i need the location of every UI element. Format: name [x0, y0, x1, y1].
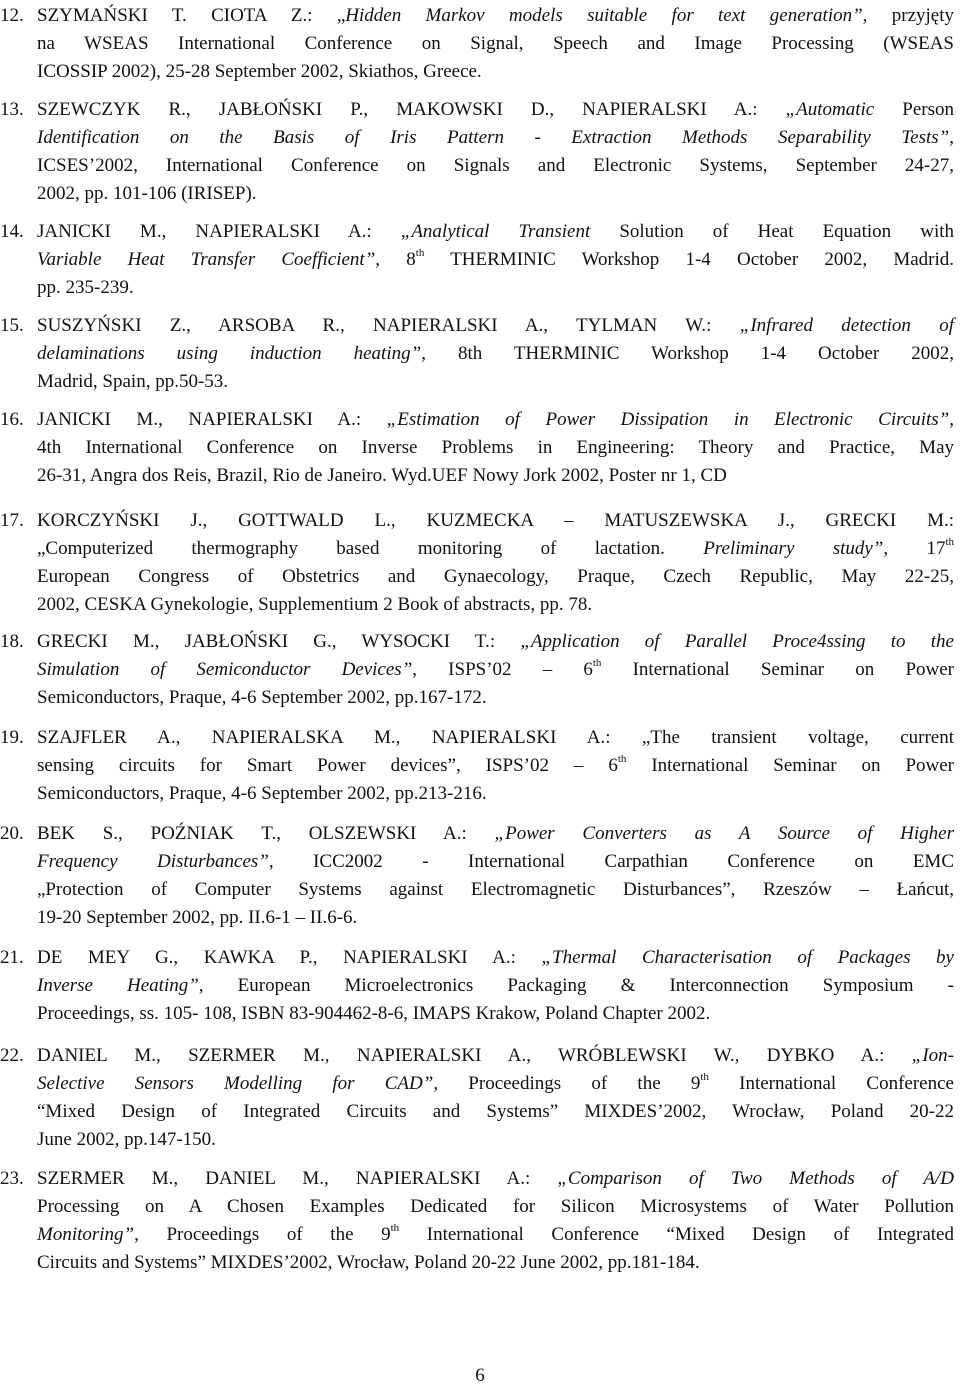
reference-line	[37, 246, 954, 274]
reference-text: 2002, pp. 101-106 (IRISEP).	[37, 183, 257, 204]
reference-line	[0, 820, 954, 848]
reference-text: , European Microelectronics Packaging & Interconnection Symposium -	[198, 975, 954, 996]
reference-line	[37, 563, 954, 591]
reference-text: ICSES’2002, International Conference on Signals and Electronic Systems, September 24-27,	[37, 155, 954, 176]
reference-line	[37, 58, 954, 86]
reference-text: 19-20 September 2002, pp. II.6-1 – II.6-6.	[37, 907, 358, 928]
italic-title-text: „Comparison of Two Methods of A/D	[557, 1168, 954, 1189]
reference-number: 14.	[0, 221, 24, 242]
reference-line	[37, 1098, 954, 1126]
reference-number: 20.	[0, 823, 24, 844]
superscript-ordinal: th	[592, 656, 602, 669]
reference-text: na WSEAS International Conference on Signal, Speech and Image Processing (WSEAS	[37, 33, 954, 54]
reference-number: 23.	[0, 1168, 24, 1189]
reference-number: 15.	[0, 315, 24, 336]
reference-text: ,	[949, 127, 954, 148]
superscript-ordinal: th	[617, 752, 627, 765]
reference-line	[0, 724, 954, 752]
reference-line	[37, 462, 954, 490]
reference-text: DANIEL M., SZERMER M., NAPIERALSKI A., WRÓBLEWSKI W., DYBKO A.:	[37, 1045, 912, 1066]
reference-line	[37, 180, 954, 208]
reference-number: 21.	[0, 947, 24, 968]
reference-line	[0, 507, 954, 535]
reference-text: GRECKI M., JABŁOŃSKI G., WYSOCKI T.:	[37, 631, 521, 652]
reference-line	[37, 1126, 954, 1154]
reference-number: 22.	[0, 1045, 24, 1066]
italic-title-text: „Ion-	[911, 1045, 954, 1066]
reference-line	[37, 752, 954, 780]
italic-title-text: delaminations using induction heating”	[37, 343, 422, 364]
reference-text: 4th International Conference on Inverse Problems in Engineering: Theory and Practice, May	[37, 437, 954, 458]
page-number: 6	[475, 1365, 485, 1386]
reference-text: , ICC2002 - International Carpathian Conference on EMC	[268, 851, 954, 872]
italic-title-text: Variable Heat Transfer Coefficient”	[37, 249, 376, 270]
reference-line	[0, 1042, 954, 1070]
reference-text: Solution of Heat Equation with	[590, 221, 954, 242]
reference-text: International Conference	[708, 1073, 954, 1094]
reference-text: European Congress of Obstetrics and Gynaecology, Praque, Czech Republic, May 22-25,	[37, 566, 954, 587]
reference-line	[37, 848, 954, 876]
reference-text: Proceedings, ss. 105- 108, ISBN 83-904462-8-6, IMAPS Krakow, Poland Chapter 2002.	[37, 1003, 711, 1024]
superscript-ordinal: th	[390, 1221, 400, 1234]
reference-text: SZEWCZYK R., JABŁOŃSKI P., MAKOWSKI D., NAPIERALSKI A.:	[37, 99, 786, 120]
italic-title-text: Monitoring”	[37, 1224, 135, 1245]
reference-text: Processing on A Chosen Examples Dedicated for Silicon Microsystems of Water Pollution	[37, 1196, 954, 1217]
italic-title-text: Identification on the Basis of Iris Pattern - Extraction Methods Separability Tests”	[37, 127, 950, 148]
italic-title-text: Simulation of Semiconductor Devices”	[37, 659, 413, 680]
italic-title-text: „Estimation of Power Dissipation in Electronic Circuits”	[386, 409, 950, 430]
reference-line	[0, 2, 954, 30]
italic-title-text: „Infrared detection of	[739, 315, 955, 336]
italic-title-text: „Automatic	[785, 99, 875, 120]
reference-text: THERMINIC Workshop 1-4 October 2002, Madrid.	[424, 249, 955, 270]
reference-text: , przyjęty	[862, 5, 954, 26]
reference-line	[0, 96, 954, 124]
reference-text: , Proceedings of the 9	[134, 1224, 391, 1245]
reference-line	[37, 1193, 954, 1221]
reference-text: 26-31, Angra dos Reis, Brazil, Rio de Janeiro. Wyd.UEF Nowy Jork 2002, Poster nr 1, CD	[37, 465, 727, 486]
reference-line	[37, 904, 954, 932]
italic-title-text: „Thermal Characterisation of Packages by	[541, 947, 954, 968]
italic-title-text: „Power Converters as A Source of Higher	[494, 823, 954, 844]
reference-line	[37, 30, 954, 58]
reference-line	[37, 1000, 954, 1028]
italic-title-text: „Analytical Transient	[400, 221, 591, 242]
reference-text: pp. 235-239.	[37, 277, 134, 298]
reference-line	[37, 780, 954, 808]
reference-text: Semiconductors, Praque, 4-6 September 2002, pp.167-172.	[37, 687, 487, 708]
reference-line	[0, 218, 954, 246]
italic-title-text: „Application of Parallel Proce4ssing to the	[520, 631, 954, 652]
reference-number: 16.	[0, 409, 24, 430]
reference-text: KORCZYŃSKI J., GOTTWALD L., KUZMECKA – MATUSZEWSKA J., GRECKI M.:	[37, 510, 954, 531]
reference-number: 19.	[0, 727, 24, 748]
superscript-ordinal: th	[700, 1070, 709, 1083]
reference-text: BEK S., POŹNIAK T., OLSZEWSKI A.:	[37, 823, 495, 844]
reference-line	[37, 1249, 954, 1277]
reference-line	[37, 368, 954, 396]
reference-text: DE MEY G., KAWKA P., NAPIERALSKI A.:	[37, 947, 542, 968]
reference-text: sensing circuits for Smart Power devices”, ISPS’02 – 6	[37, 755, 618, 776]
reference-text: „Computerized thermography based monitoring of lactation.	[37, 538, 704, 559]
reference-line	[37, 591, 954, 619]
reference-text: „Protection of Computer Systems against Electromagnetic Disturbances”, Rzeszów – Łańcut,	[37, 879, 954, 900]
reference-text: JANICKI M., NAPIERALSKI A.:	[37, 409, 387, 430]
reference-number: 12.	[0, 5, 24, 26]
reference-text: , ISPS’02 – 6	[412, 659, 593, 680]
reference-number: 17.	[0, 510, 24, 531]
reference-text: , Proceedings of the 9	[433, 1073, 701, 1094]
reference-text: SZAJFLER A., NAPIERALSKA M., NAPIERALSKI A.: „The transient voltage, current	[37, 727, 954, 748]
italic-title-text: Hidden Markov models suitable for text generation”	[345, 5, 863, 26]
italic-title-text: Frequency Disturbances”	[37, 851, 269, 872]
reference-line	[37, 1221, 954, 1249]
reference-line	[37, 684, 954, 712]
reference-line	[37, 340, 954, 368]
reference-number: 18.	[0, 631, 24, 652]
superscript-ordinal: th	[945, 535, 955, 548]
reference-text: 2002, CESKA Gynekologie, Supplementium 2 Book of abstracts, pp. 78.	[37, 594, 593, 615]
reference-line	[37, 535, 954, 563]
reference-line	[0, 406, 954, 434]
reference-text: ICOSSIP 2002), 25-28 September 2002, Skiathos, Greece.	[37, 61, 482, 82]
reference-line	[37, 972, 954, 1000]
reference-line	[37, 274, 954, 302]
reference-text: International Conference “Mixed Design of Integrated	[399, 1224, 954, 1245]
reference-line	[0, 944, 954, 972]
reference-line	[37, 152, 954, 180]
reference-text: “Mixed Design of Integrated Circuits and Systems” MIXDES’2002, Wrocław, Poland 20-22	[37, 1101, 954, 1122]
superscript-ordinal: th	[415, 246, 425, 259]
italic-title-text: Inverse Heating”	[37, 975, 199, 996]
reference-text: Circuits and Systems” MIXDES’2002, Wrocław, Poland 20-22 June 2002, pp.181-184.	[37, 1252, 700, 1273]
reference-text: , 8	[375, 249, 416, 270]
reference-text: JANICKI M., NAPIERALSKI A.:	[37, 221, 401, 242]
reference-line	[0, 1165, 954, 1193]
reference-text: ,	[949, 409, 954, 430]
reference-number: 13.	[0, 99, 24, 120]
reference-text: , 8th THERMINIC Workshop 1-4 October 2002,	[421, 343, 955, 364]
reference-text: SUSZYŃSKI Z., ARSOBA R., NAPIERALSKI A., TYLMAN W.:	[37, 315, 740, 336]
reference-line	[0, 628, 954, 656]
reference-line	[37, 876, 954, 904]
reference-text: International Seminar on Power	[626, 755, 954, 776]
reference-text: Madrid, Spain, pp.50-53.	[37, 371, 229, 392]
italic-title-text: Selective Sensors Modelling for CAD”	[37, 1073, 434, 1094]
italic-title-text: Preliminary study”	[703, 538, 884, 559]
reference-text: , 17	[883, 538, 946, 559]
reference-line	[37, 124, 954, 152]
reference-text: Person	[874, 99, 954, 120]
reference-line	[37, 434, 954, 462]
reference-text: June 2002, pp.147-150.	[37, 1129, 216, 1150]
reference-text: Semiconductors, Praque, 4-6 September 2002, pp.213-216.	[37, 783, 487, 804]
reference-text: International Seminar on Power	[601, 659, 955, 680]
reference-line	[37, 656, 954, 684]
reference-line	[37, 1070, 954, 1098]
reference-line	[0, 312, 954, 340]
reference-text: SZERMER M., DANIEL M., NAPIERALSKI A.:	[37, 1168, 558, 1189]
reference-text: SZYMAŃSKI T. CIOTA Z.: „	[37, 5, 346, 26]
